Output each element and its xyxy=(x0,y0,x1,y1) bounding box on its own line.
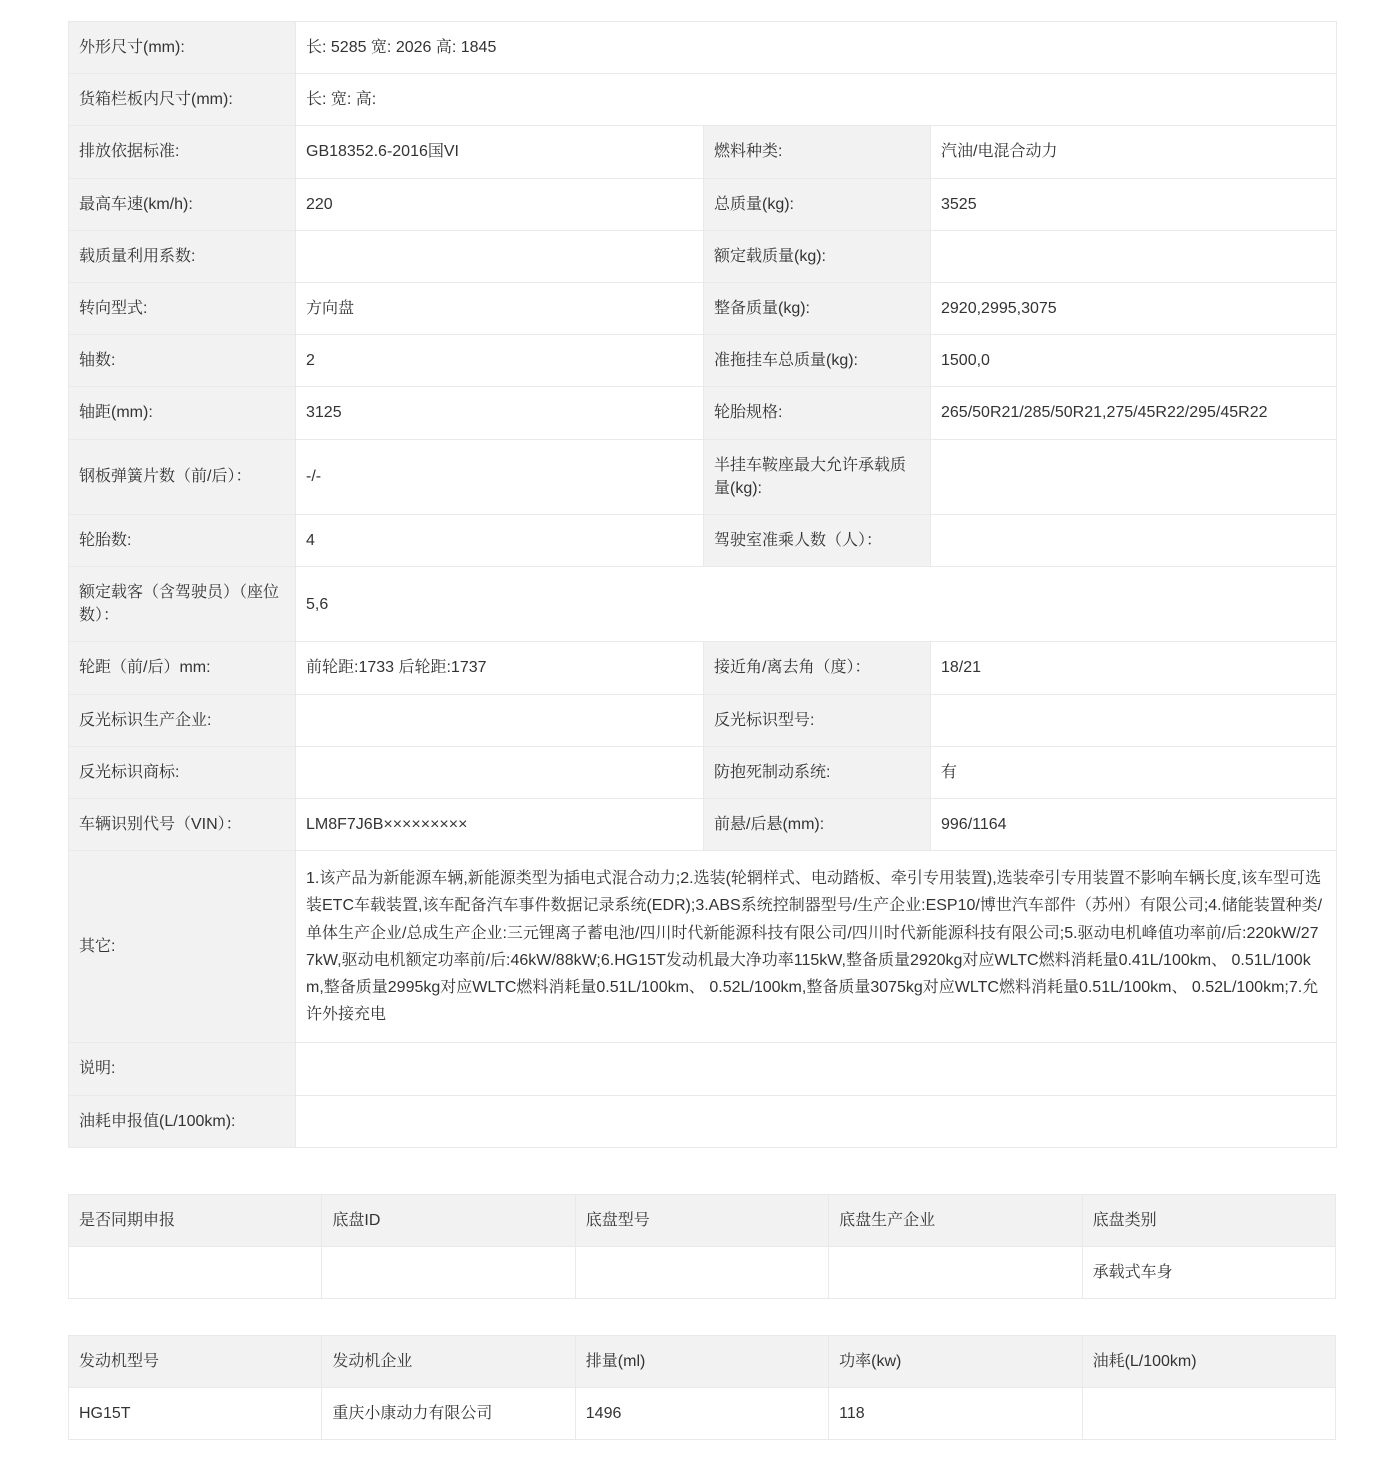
spec-label: 载质量利用系数: xyxy=(69,230,296,282)
engine-header: 排量(ml) xyxy=(575,1336,828,1388)
spec-value xyxy=(296,1095,1337,1147)
spacer xyxy=(68,1299,1336,1335)
spec-row xyxy=(69,387,1337,439)
engine-cell: 1496 xyxy=(575,1388,828,1440)
engine-cell: 重庆小康动力有限公司 xyxy=(322,1388,575,1440)
spec-value: 长: 宽: 高: xyxy=(296,74,1337,126)
chassis-cell xyxy=(829,1246,1082,1298)
spec-value xyxy=(296,1043,1337,1095)
spec-label: 燃料种类: xyxy=(704,126,931,178)
spec-value: 前轮距:1733 后轮距:1737 xyxy=(296,642,704,694)
chassis-table-body xyxy=(69,1246,1336,1298)
spec-row xyxy=(69,851,1337,1043)
spec-value: 996/1164 xyxy=(931,799,1337,851)
spec-value: 方向盘 xyxy=(296,282,704,334)
spec-label: 轮胎数: xyxy=(69,514,296,566)
spec-label: 其它: xyxy=(69,851,296,1043)
spec-value: LM8F7J6B××××××××× xyxy=(296,799,704,851)
spec-row xyxy=(69,22,1337,74)
spec-label: 额定载质量(kg): xyxy=(704,230,931,282)
engine-table-body xyxy=(69,1388,1336,1440)
spec-label: 轮距（前/后）mm: xyxy=(69,642,296,694)
spec-table xyxy=(68,21,1337,1148)
spec-row xyxy=(69,1095,1337,1147)
spec-label: 总质量(kg): xyxy=(704,178,931,230)
spec-value: 18/21 xyxy=(931,642,1337,694)
spec-value: 220 xyxy=(296,178,704,230)
engine-header: 功率(kw) xyxy=(829,1336,1082,1388)
spec-row xyxy=(69,335,1337,387)
spec-value: 1500,0 xyxy=(931,335,1337,387)
spec-label: 反光标识商标: xyxy=(69,746,296,798)
spec-label: 轴距(mm): xyxy=(69,387,296,439)
chassis-row xyxy=(69,1246,1336,1298)
engine-header-row xyxy=(69,1336,1336,1388)
engine-header: 油耗(L/100km) xyxy=(1082,1336,1335,1388)
spec-label: 反光标识生产企业: xyxy=(69,694,296,746)
spec-value: -/- xyxy=(296,439,704,514)
spec-label: 说明: xyxy=(69,1043,296,1095)
spec-label: 反光标识型号: xyxy=(704,694,931,746)
spec-row xyxy=(69,746,1337,798)
spec-value xyxy=(931,230,1337,282)
spec-label: 排放依据标准: xyxy=(69,126,296,178)
spec-value: 有 xyxy=(931,746,1337,798)
chassis-header: 底盘类别 xyxy=(1082,1194,1335,1246)
spec-row xyxy=(69,514,1337,566)
spec-value: 3125 xyxy=(296,387,704,439)
chassis-cell: 承载式车身 xyxy=(1082,1246,1335,1298)
spec-row xyxy=(69,282,1337,334)
spec-label: 准拖挂车总质量(kg): xyxy=(704,335,931,387)
chassis-header: 是否同期申报 xyxy=(69,1194,322,1246)
spec-label: 前悬/后悬(mm): xyxy=(704,799,931,851)
spec-value xyxy=(931,439,1337,514)
engine-row xyxy=(69,1388,1336,1440)
spec-label: 外形尺寸(mm): xyxy=(69,22,296,74)
spec-table-body xyxy=(69,22,1337,1148)
spec-value: 5,6 xyxy=(296,567,1337,642)
spec-value xyxy=(931,514,1337,566)
chassis-header-row xyxy=(69,1194,1336,1246)
spec-value: 265/50R21/285/50R21,275/45R22/295/45R22 xyxy=(931,387,1337,439)
spec-label: 最高车速(km/h): xyxy=(69,178,296,230)
spec-row xyxy=(69,567,1337,642)
spec-label: 钢板弹簧片数（前/后）： xyxy=(69,439,296,514)
spec-value: 1.该产品为新能源车辆,新能源类型为插电式混合动力;2.选装(轮辋样式、电动踏板、牵引专用装置),选装牵引专用装置不影响车辆长度,该车型可选装ETC车载装置,该车配备汽车事件数据记录系统(EDR);3.ABS系统控制器型号/生产企业:ESP10/博世汽车部件（苏州）有限公司;4.储能装置种类/单体生产企业/总成生产企业:三元锂离子蓄电池/四川时代新能源科技有限公司/四川时代新能源科技有限公司;5.驱动电机峰值功率前/后:220kW/277kW,驱动电机额定功率前/后:46kW/88kW;6.HG15T发动机最大净功率115kW,整备质量2920kg对应WLTC燃料消耗量0.41L/100km、 0.51L/100km,整备质量2995kg对应WLTC燃料消耗量0.51L/100km、 0.52L/100km,整备质量3075kg对应WLTC燃料消耗量0.51L/100km、 0.52L/100km;7.允许外接充电 xyxy=(296,851,1337,1043)
engine-cell: HG15T xyxy=(69,1388,322,1440)
spec-label: 防抱死制动系统: xyxy=(704,746,931,798)
chassis-header: 底盘ID xyxy=(322,1194,575,1246)
chassis-table xyxy=(68,1194,1336,1299)
spec-label: 车辆识别代号（VIN）： xyxy=(69,799,296,851)
spec-label: 驾驶室准乘人数（人）： xyxy=(704,514,931,566)
spec-value xyxy=(931,694,1337,746)
spec-row xyxy=(69,439,1337,514)
spec-label: 半挂车鞍座最大允许承载质量(kg): xyxy=(704,439,931,514)
engine-header: 发动机企业 xyxy=(322,1336,575,1388)
spec-value: 3525 xyxy=(931,178,1337,230)
spec-value xyxy=(296,694,704,746)
chassis-header: 底盘型号 xyxy=(575,1194,828,1246)
spec-label: 转向型式: xyxy=(69,282,296,334)
spacer xyxy=(68,1148,1336,1194)
chassis-header: 底盘生产企业 xyxy=(829,1194,1082,1246)
engine-header: 发动机型号 xyxy=(69,1336,322,1388)
spec-row xyxy=(69,74,1337,126)
spec-label: 额定载客（含驾驶员）（座位数）： xyxy=(69,567,296,642)
spec-value xyxy=(296,746,704,798)
spec-label: 货箱栏板内尺寸(mm): xyxy=(69,74,296,126)
spec-label: 油耗申报值(L/100km): xyxy=(69,1095,296,1147)
spec-row xyxy=(69,799,1337,851)
engine-table xyxy=(68,1335,1336,1440)
chassis-cell xyxy=(69,1246,322,1298)
spec-value: 2920,2995,3075 xyxy=(931,282,1337,334)
spec-row xyxy=(69,1043,1337,1095)
spec-value xyxy=(296,230,704,282)
spec-row xyxy=(69,126,1337,178)
spec-row xyxy=(69,230,1337,282)
engine-cell: 118 xyxy=(829,1388,1082,1440)
spec-value: 汽油/电混合动力 xyxy=(931,126,1337,178)
spec-value: 2 xyxy=(296,335,704,387)
spec-label: 接近角/离去角（度）： xyxy=(704,642,931,694)
spec-value: 长: 5285 宽: 2026 高: 1845 xyxy=(296,22,1337,74)
chassis-cell xyxy=(575,1246,828,1298)
spec-label: 轴数: xyxy=(69,335,296,387)
spec-label: 轮胎规格: xyxy=(704,387,931,439)
chassis-cell xyxy=(322,1246,575,1298)
spec-label: 整备质量(kg): xyxy=(704,282,931,334)
engine-cell xyxy=(1082,1388,1335,1440)
spec-value: 4 xyxy=(296,514,704,566)
spec-value: GB18352.6-2016国VI xyxy=(296,126,704,178)
spec-row xyxy=(69,178,1337,230)
spec-row xyxy=(69,694,1337,746)
spec-row xyxy=(69,642,1337,694)
